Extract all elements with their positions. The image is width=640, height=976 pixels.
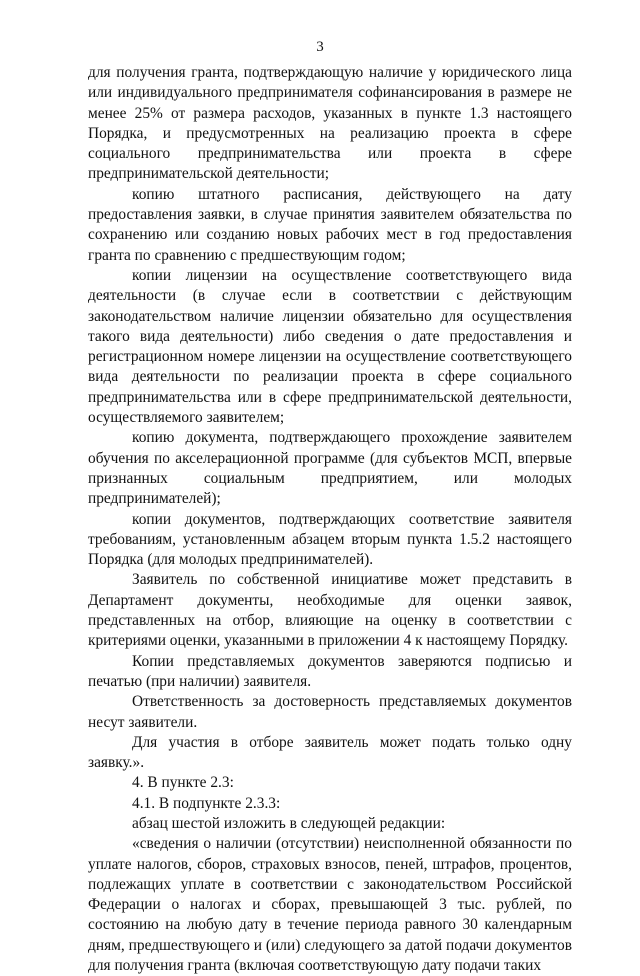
paragraph: копии лицензии на осуществление соответствующего вида деятельности (в случае если в соответствии с действующим законодательством наличие лицензии обязательно для осуществления такого вида деятельности) либо сведения о дате предоставления и регистрационном номере лицензии на осуществление соответствующего вида деятельности по реализации проекта в сфере социального предпринимательства или в сфере предпринимательской деятельности, осуществляемого заявителем;	[88, 266, 572, 427]
paragraph: Копии представляемых документов заверяются подписью и печатью (при наличии) заявителя.	[88, 652, 572, 690]
paragraph: «сведения о наличии (отсутствии) неисполненной обязанности по уплате налогов, сборов, страховых взносов, пеней, штрафов, процентов, подлежащих уплате в соответствии с законодательством Российской Федерации о налогах и сборах, превышающей 3 тыс. рублей, по состоянию на любую дату в течение периода равного 30 календарным дням, предшествующего и (или) следующего за датой подачи документов для получения гранта (включая соответствующую дату подачи таких	[88, 835, 572, 975]
paragraph: Ответственность за достоверность представляемых документов несут заявители.	[88, 693, 572, 731]
page-number: 3	[316, 39, 324, 55]
paragraph: копию документа, подтверждающего прохождение заявителем обучения по акселерационной программе (для субъектов МСП, впервые признанных социальным предприятием, или молодых предпринимателей);	[88, 429, 572, 508]
paragraph: 4.1. В подпункте 2.3.3:	[132, 794, 281, 812]
paragraph: абзац шестой изложить в следующей редакции:	[132, 814, 446, 832]
paragraph: копии документов, подтверждающих соответствие заявителя требованиям, установленным абзацем вторым пункта 1.5.2 настоящего Порядка (для молодых предпринимателей).	[88, 510, 572, 569]
paragraph: для получения гранта, подтверждающую наличие у юридического лица или индивидуального предпринимателя софинансирования в размере не менее 25% от размера расходов, указанных в пункте 1.3 настоящего Порядка, и предусмотренных на реализацию проекта в сфере социального предпринимательства или проекта в сфере предпринимательской деятельности;	[88, 64, 572, 183]
paragraph: 4. В пункте 2.3:	[132, 774, 234, 792]
paragraph: копию штатного расписания, действующего на дату предоставления заявки, в случае принятия заявителем обязательства по сохранению или созданию новых рабочих мест в год предоставления гранта по сравнению с предшествующим годом;	[88, 185, 572, 264]
paragraph: Для участия в отборе заявитель может подать только одну заявку.».	[88, 733, 572, 772]
document-body	[88, 63, 572, 976]
paragraph: Заявитель по собственной инициативе может представить в Департамент документы, необходимые для оценки заявок, представленных на отбор, влияющие на оценку в соответствии с критериями оценки, указанными в приложении 4 к настоящему Порядку.	[88, 571, 572, 650]
